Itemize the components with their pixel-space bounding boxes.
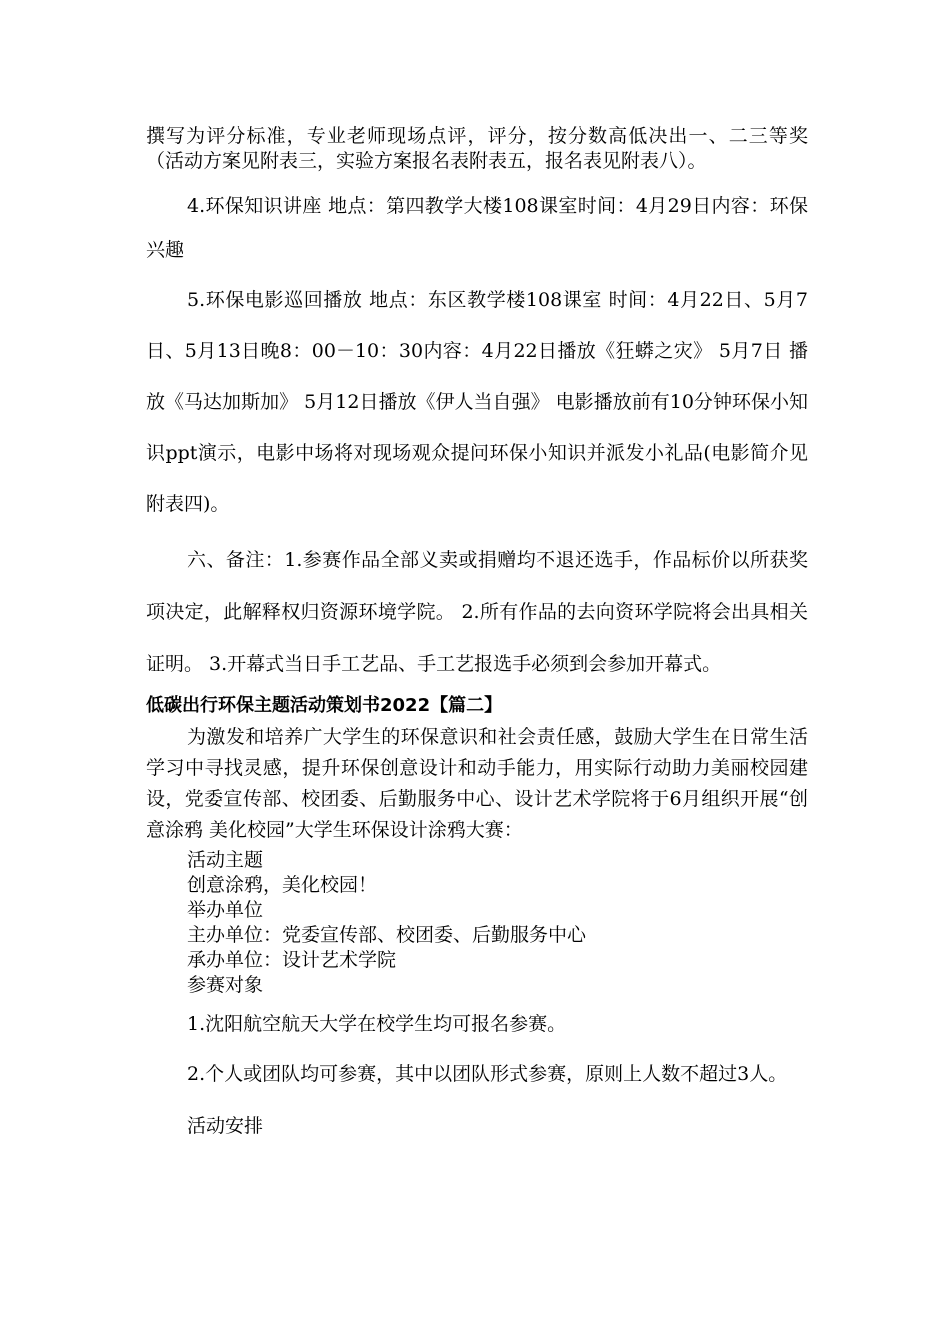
list-item: 活动主题	[187, 849, 264, 871]
paragraph-remarks: 六、备注：1.参赛作品全部义卖或捐赠均不退还选手，作品标价以所获奖项决定，此解释权归资源环境学院。 2.所有作品的去向资环学院将会出具相关证明。 3.开幕式当日手工艺品、手工艺报选手必须到会参加开幕式。	[146, 549, 808, 675]
list-block	[146, 848, 808, 998]
list-item: 参赛对象	[187, 974, 264, 996]
heading-schedule: 活动安排	[187, 1115, 264, 1137]
paragraph-participant-2: 2.个人或团队均可参赛，其中以团队形式参赛，原则上人数不超过3人。	[187, 1063, 788, 1085]
list-item: 主办单位：党委宣传部、校团委、后勤服务中心	[187, 924, 587, 946]
paragraph-participant-1: 1.沈阳航空航天大学在校学生均可报名参赛。	[187, 1013, 567, 1035]
list-item: 举办单位	[187, 899, 264, 921]
document-page	[146, 124, 808, 1151]
list-item: 承办单位：设计艺术学院	[187, 949, 397, 971]
list-item: 创意涂鸦，美化校园！	[187, 874, 378, 896]
paragraph-film: 5.环保电影巡回播放 地点：东区教学楼108课室 时间：4月22日、5月7日、5月13日晚8：00－10：30内容：4月22日播放《狂蟒之灾》 5月7日 播放《马达加斯加》 5月12日播放《伊人当自强》 电影播放前有10分钟环保小知识ppt演示，电影中场将对现场观众提问环保小知识并派发小礼品(电影简介见附表四)。	[146, 289, 808, 515]
paragraph-purpose: 为激发和培养广大学生的环保意识和社会责任感，鼓励大学生在日常生活学习中寻找灵感，提升环保创意设计和动手能力，用实际行动助力美丽校园建设，党委宣传部、校团委、后勤服务中心、设计艺术学院将于6月组织开展“创意涂鸦 美化校园”大学生环保设计涂鸦大赛：	[146, 726, 808, 841]
section-title: 低碳出行环保主题活动策划书2022【篇二】	[146, 695, 503, 716]
paragraph-lecture: 4.环保知识讲座 地点：第四教学大楼108课室时间：4月29日内容：环保兴趣	[146, 195, 808, 261]
paragraph-intro-tail: 撰写为评分标准，专业老师现场点评，评分，按分数高低决出一、二三等奖（活动方案见附表三，实验方案报名表附表五，报名表见附表八）。	[146, 125, 808, 172]
